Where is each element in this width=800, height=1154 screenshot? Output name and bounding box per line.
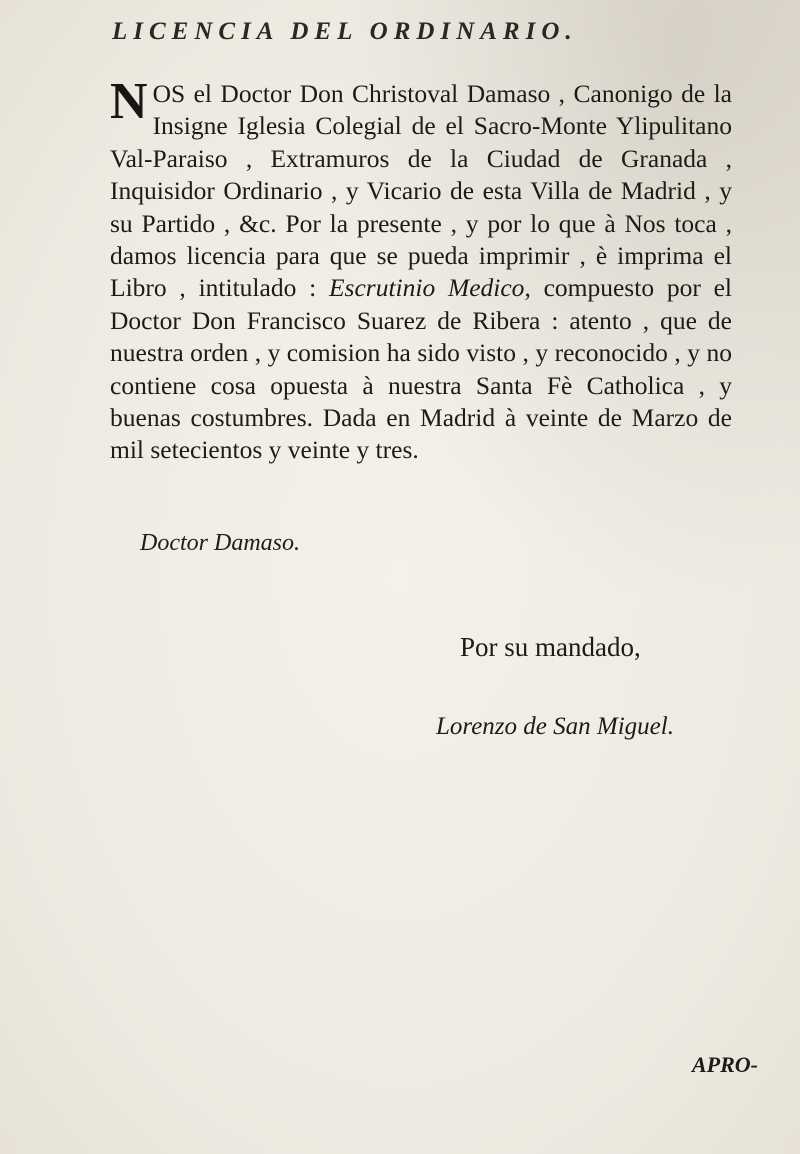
license-paragraph <box>110 73 733 467</box>
doctor-signature: Doctor Damaso. <box>140 530 300 556</box>
by-order-line: Por su mandado, <box>460 632 641 662</box>
drop-cap: N <box>110 73 148 130</box>
catchword: APRO- <box>692 1052 758 1077</box>
secretary-signature: Lorenzo de San Miguel. <box>436 713 674 740</box>
paragraph-text-part2: , compuesto por el Doctor Don Francisco Suarez de Ribera : atento , que de nuestra orden , y comision ha sido visto , y reconocido , y no contiene cosa opuesta à nuestra Santa Fè Catholica , y buenas costumbres. Dada en Madrid à veinte de Marzo de mil setecientos y veinte y tres. <box>110 273 733 465</box>
document-heading: LICENCIA DEL ORDINARIO. <box>112 18 578 45</box>
book-title: Escrutinio Medico <box>328 273 525 303</box>
paragraph-text-part1: OS el Doctor Don Christoval Damaso , Canonigo de la Insigne Iglesia Colegial de el Sacro-Monte Ylipulitano Val-Paraiso , Extramuros de la Ciudad de Granada , Inquisidor Ordinario , y Vicario de esta Villa de Madrid , y su Partido , &c. Por la presente , y por lo que à Nos toca , damos licencia para que se pueda imprimir , è imprima el Libro , intitulado : <box>110 79 732 303</box>
